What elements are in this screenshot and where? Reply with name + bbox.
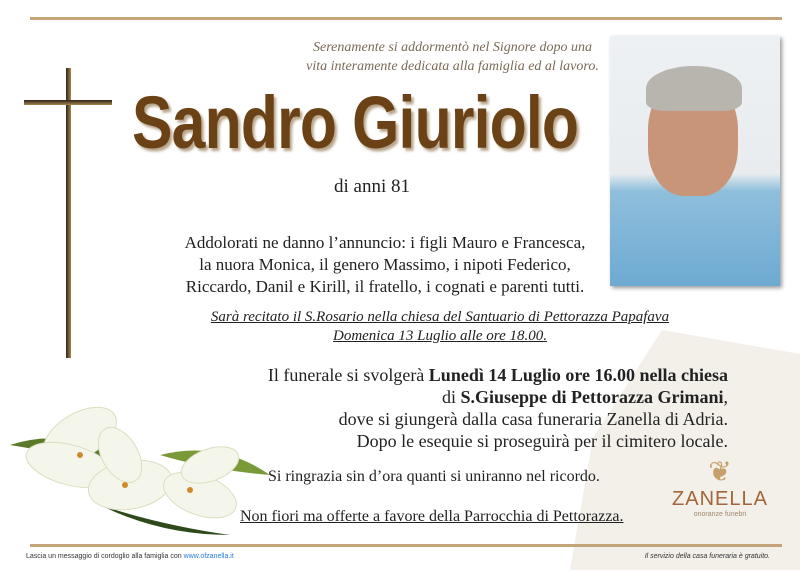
epitaph: Serenamente si addormentò nel Signore dopo una vita interamente dedicata alla famiglia ed al lavoro. xyxy=(306,40,599,74)
rosary-notice: Sarà recitato il S.Rosario nella chiesa del Santuario di Pettorazza Papafava Domenica 13 Luglio alle ore 18.00. xyxy=(210,309,670,344)
funeral-details: Il funerale si svolgerà Lunedì 14 Luglio ore 16.00 nella chiesa di S.Giuseppe di Pettorazza Grimani, dove si giungerà dalla casa funeraria Zanella di Adria. Dopo le esequie si proseguirà per il cimitero locale. xyxy=(267,365,728,451)
top-divider xyxy=(30,17,782,20)
website-link[interactable]: www.ofzanella.it xyxy=(183,553,234,560)
footer-service-note: Il servizio della casa funeraria è gratuito. xyxy=(644,553,770,560)
lily-flowers-image xyxy=(10,385,270,545)
maple-leaf-icon: ❦ xyxy=(708,457,732,488)
portrait-photo xyxy=(610,36,780,286)
footer-condolence-text: Lascia un messaggio di cordoglio alla famiglia con www.ofzanella.it xyxy=(26,553,234,560)
deceased-name: Sandro Giuriolo xyxy=(132,81,579,164)
mourners-announcement: Addolorati ne danno l’annuncio: i figli Mauro e Francesca, la nuora Monica, il genero Massimo, i nipoti Federico, Riccardo, Danil e Kirill, il fratello, i cognati e parenti tutti. xyxy=(184,233,586,296)
thanks-text: Si ringrazia sin d’ora quanti si uniranno nel ricordo. xyxy=(268,468,600,485)
donation-note: Non fiori ma offerte a favore della Parrocchia di Pettorazza. xyxy=(240,508,624,525)
age: di anni 81 xyxy=(334,176,410,197)
zanella-logo: ❦ ZANELLA onoranze funebri xyxy=(670,458,770,518)
